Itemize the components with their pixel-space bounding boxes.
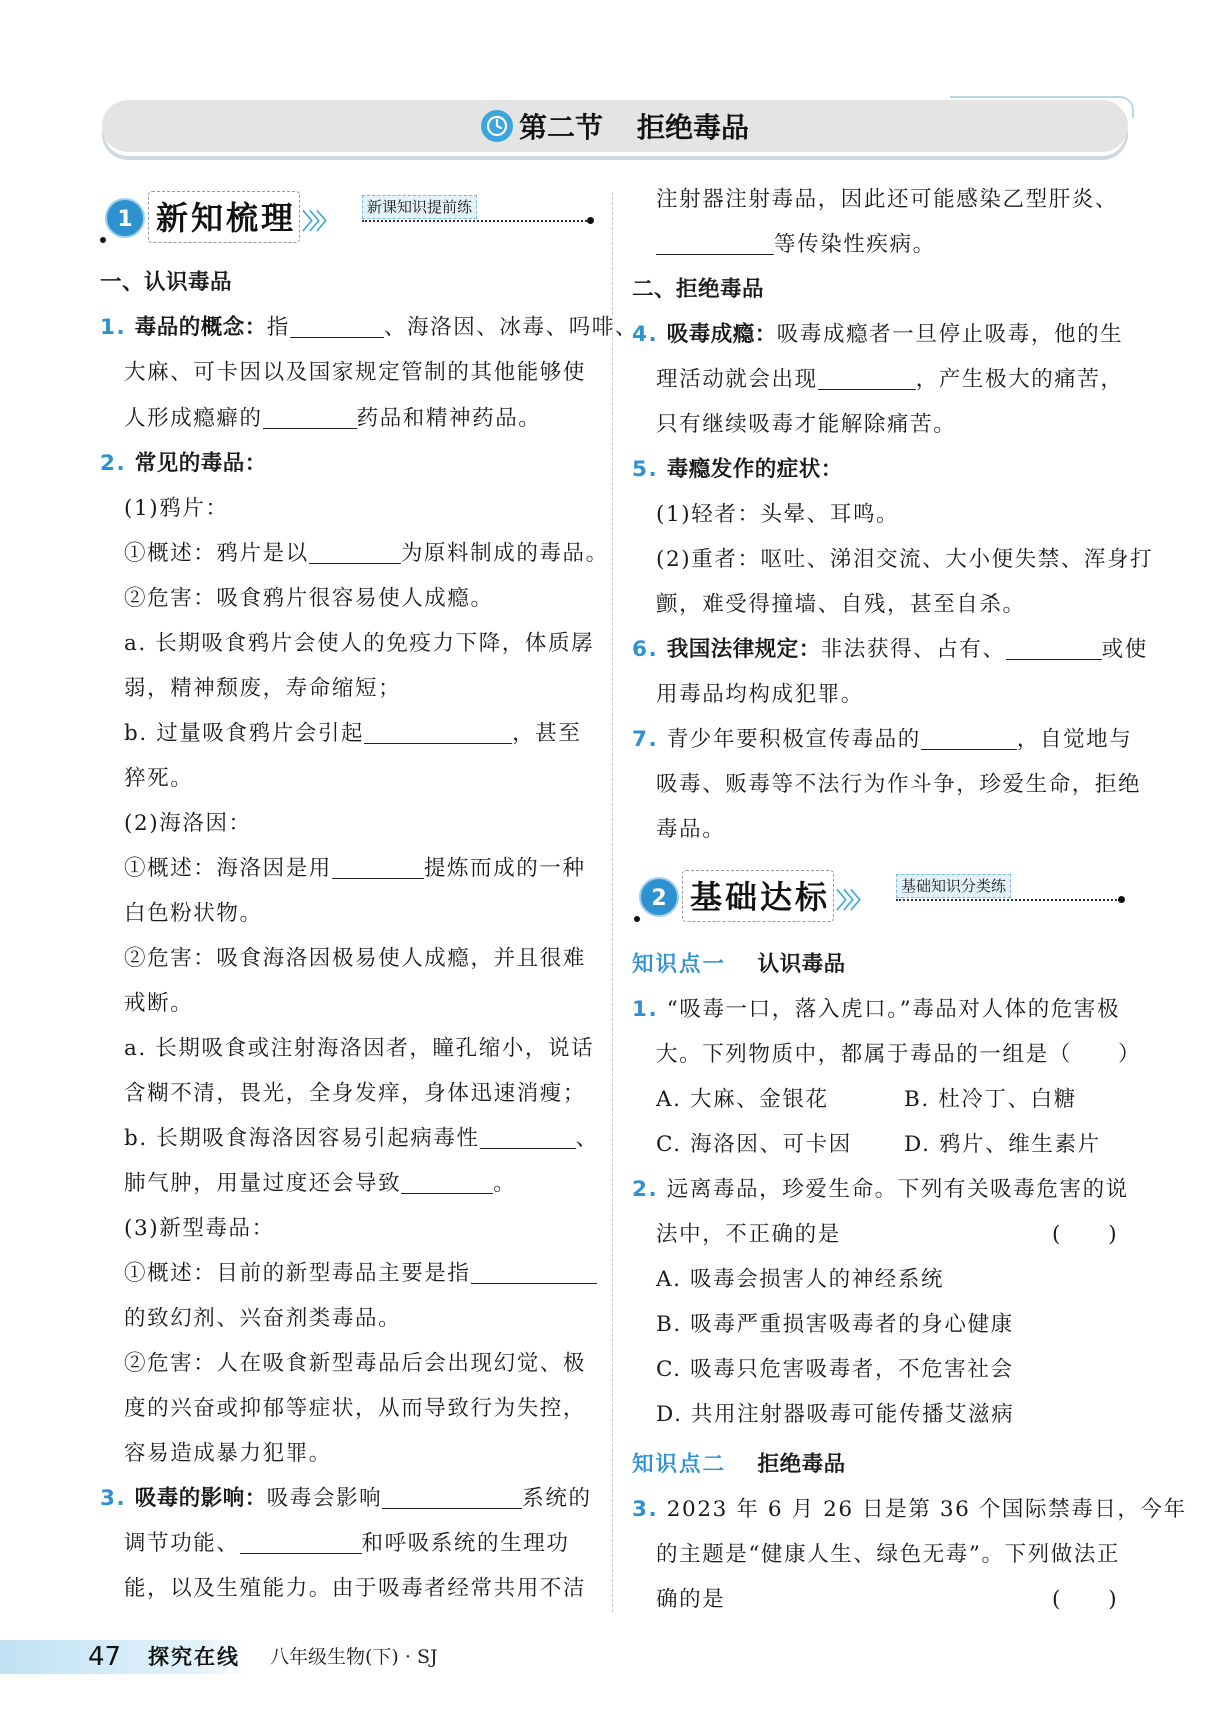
chevron-right-icon: 〉〉〉: [302, 210, 335, 235]
section-name: 拒绝毒品: [637, 111, 750, 144]
q7-line-1: 7. 青少年要积极宣传毒品的 ，自觉地与: [632, 727, 1133, 752]
blank[interactable]: [332, 856, 424, 879]
e3-line-1: 3. 2023 年 6 月 26 日是第 36 个国际禁毒日，今年: [632, 1497, 1187, 1522]
q2-opium-harm-b-1: b. 过量吸食鸦片会引起 ，甚至: [124, 721, 582, 746]
q2-opium-heading: (1)鸦片：: [124, 496, 229, 521]
blank[interactable]: [309, 541, 401, 564]
q2-new-drugs-overview-2: 的致幻剂、兴奋剂类毒品。: [124, 1306, 402, 1331]
e3-line-2: 的主题是“健康人生、绿色无毒”。下列做法正: [656, 1542, 1121, 1567]
section-header-new-knowledge: [104, 193, 594, 253]
q4-line-2: 理活动就会出现 ，产生极大的痛苦，: [656, 367, 1124, 392]
section-banner: [102, 100, 1128, 152]
q2-opium-harm-a-1: a. 长期吸食鸦片会使人的免疫力下降，体质孱: [124, 631, 595, 656]
q7-line-2: 吸毒、贩毒等不法行为作斗争，珍爱生命，拒绝: [656, 772, 1142, 797]
section-1-subtitle: 新课知识提前练: [362, 195, 477, 219]
q5-severe-1: (2)重者：呕吐、涕泪交流、大小便失禁、浑身打: [656, 547, 1154, 572]
q3-line-2: 调节功能、 和呼吸系统的生理功: [124, 1531, 570, 1556]
q1-line-3: 人形成瘾癖的 药品和精神药品。: [124, 406, 542, 431]
blank[interactable]: [364, 721, 512, 744]
page-number: 47: [88, 1642, 122, 1672]
blank[interactable]: [656, 232, 774, 255]
column-divider: [612, 192, 613, 1612]
q1-line-2: 大麻、可卡因以及国家规定管制的其他能够使: [124, 360, 587, 385]
chevron-right-icon: 〉〉〉: [836, 889, 869, 914]
section-1-label: 新知梳理: [156, 199, 297, 237]
q2-new-drugs-harm-1: ②危害：人在吸食新型毒品后会出现幻觉、极: [124, 1351, 587, 1376]
q2-heroin-overview-2: 白色粉状物。: [124, 901, 263, 926]
q3-line-3: 能，以及生殖能力。由于吸毒者经常共用不洁: [124, 1576, 587, 1601]
q1-line-1: 1. 毒品的概念：指 、海洛因、冰毒、吗啡、: [100, 315, 638, 340]
q4-line-1: 4. 吸毒成瘾：吸毒成瘾者一旦停止吸毒，他的生: [632, 322, 1124, 347]
q2-opium-overview: ①概述：鸦片是以 为原料制成的毒品。: [124, 541, 609, 566]
q2-heroin-harm-2: 戒断。: [124, 991, 194, 1016]
q3-line-1: 3. 吸毒的影响：吸毒会影响 系统的: [100, 1486, 592, 1511]
blank[interactable]: [401, 1171, 493, 1194]
e1-option-c[interactable]: C. 海洛因、可卡因: [656, 1132, 852, 1157]
q2-heroin-heading: (2)海洛因：: [124, 811, 252, 836]
heading-refuse-drugs: 二、拒绝毒品: [632, 277, 765, 302]
q2-heroin-harm-a-2: 含糊不清，畏光，全身发痒，身体迅速消瘦；: [124, 1081, 587, 1106]
q5-severe-2: 颤，难受得撞墙、自残，甚至自杀。: [656, 592, 1026, 617]
blank[interactable]: [240, 1531, 362, 1554]
q2-new-drugs-harm-2: 度的兴奋或抑郁等症状，从而导致行为失控，: [124, 1396, 587, 1421]
q6-line-2: 用毒品均构成犯罪。: [656, 682, 864, 707]
blank[interactable]: [1006, 637, 1102, 660]
q6-line-1: 6. 我国法律规定：非法获得、占有、 或使: [632, 637, 1148, 662]
e1-line-2: 大。下列物质中，都属于毒品的一组是（ ）: [656, 1042, 1142, 1067]
number-badge-icon: [104, 197, 146, 239]
section-header-basic-practice: [638, 872, 1124, 932]
knowledge-point-1: 知识点一 认识毒品: [632, 952, 846, 977]
e3-line-3: 确的是: [656, 1587, 726, 1612]
e2-option-b[interactable]: B. 吸毒严重损害吸毒者的身心健康: [656, 1312, 1014, 1337]
heading-recognize-drugs: 一、认识毒品: [100, 270, 233, 295]
e3-answer-paren[interactable]: ( ): [1052, 1587, 1119, 1612]
q2-new-drugs-overview-1: ①概述：目前的新型毒品主要是指: [124, 1259, 597, 1289]
section-title: [102, 100, 1128, 152]
q5-mild: (1)轻者：头晕、耳鸣。: [656, 502, 900, 527]
e2-option-a[interactable]: A. 吸毒会损害人的神经系统: [656, 1267, 945, 1292]
e1-option-d[interactable]: D. 鸦片、维生素片: [904, 1132, 1101, 1157]
footer-brand: 探究在线: [148, 1645, 240, 1669]
q2-opium-harm-a-2: 弱，精神颓废，寿命缩短；: [124, 676, 402, 701]
section-number: 第二节: [518, 111, 603, 144]
q4-line-3: 只有继续吸毒才能解除痛苦。: [656, 412, 957, 437]
q5-heading: 5. 毒瘾发作的症状：: [632, 457, 843, 482]
blank[interactable]: [818, 367, 916, 390]
blank[interactable]: [921, 727, 1017, 750]
q3-continued-1: 注射器注射毒品，因此还可能感染乙型肝炎、: [656, 187, 1119, 212]
number-badge-icon: [638, 876, 680, 918]
blank[interactable]: [290, 315, 384, 338]
e2-line-1: 2. 远离毒品，珍爱生命。下列有关吸毒危害的说: [632, 1177, 1129, 1202]
footer-book-title: 八年级生物(下) · SJ: [270, 1646, 438, 1668]
blank[interactable]: [471, 1261, 597, 1284]
e1-option-a[interactable]: A. 大麻、金银花: [656, 1087, 829, 1112]
section-2-label: 基础达标: [690, 878, 831, 916]
e1-line-1: 1. “吸毒一口，落入虎口。”毒品对人体的危害极: [632, 997, 1121, 1022]
blank[interactable]: [382, 1486, 522, 1509]
q2-new-drugs-harm-3: 容易造成暴力犯罪。: [124, 1441, 332, 1466]
section-2-subtitle: 基础知识分类练: [896, 874, 1011, 898]
clock-icon: [481, 110, 513, 142]
e2-option-c[interactable]: C. 吸毒只危害吸毒者，不危害社会: [656, 1357, 1014, 1382]
blank[interactable]: [480, 1126, 576, 1149]
q2-new-drugs-heading: (3)新型毒品：: [124, 1216, 275, 1241]
q2-heroin-harm-a-1: a. 长期吸食或注射海洛因者，瞳孔缩小，说话: [124, 1036, 595, 1061]
page-footer: [0, 1640, 560, 1674]
section-1-number: 1: [117, 207, 133, 232]
blank[interactable]: [263, 406, 357, 429]
q2-opium-harm-b-2: 猝死。: [124, 766, 194, 791]
q2-heroin-harm-1: ②危害：吸食海洛因极易使人成瘾，并且很难: [124, 946, 587, 971]
q2-heroin-harm-b-1: b. 长期吸食海洛因容易引起病毒性 、: [124, 1126, 599, 1151]
e2-line-2: 法中，不正确的是: [656, 1222, 841, 1247]
e2-answer-paren[interactable]: ( ): [1052, 1222, 1119, 1247]
q2-heading: 2. 常见的毒品：: [100, 451, 267, 476]
section-2-number: 2: [651, 886, 667, 911]
q2-heroin-overview-1: ①概述：海洛因是用 提炼而成的一种: [124, 856, 586, 881]
e1-option-b[interactable]: B. 杜冷丁、白糖: [904, 1087, 1077, 1112]
q2-heroin-harm-b-2: 肺气肿，用量过度还会导致 。: [124, 1171, 517, 1196]
q2-opium-harm: ②危害：吸食鸦片很容易使人成瘾。: [124, 586, 494, 611]
knowledge-point-2: 知识点二 拒绝毒品: [632, 1452, 846, 1477]
q3-continued-2: 等传染性疾病。: [656, 230, 936, 260]
e2-option-d[interactable]: D. 共用注射器吸毒可能传播艾滋病: [656, 1402, 1015, 1427]
q7-line-3: 毒品。: [656, 817, 726, 842]
